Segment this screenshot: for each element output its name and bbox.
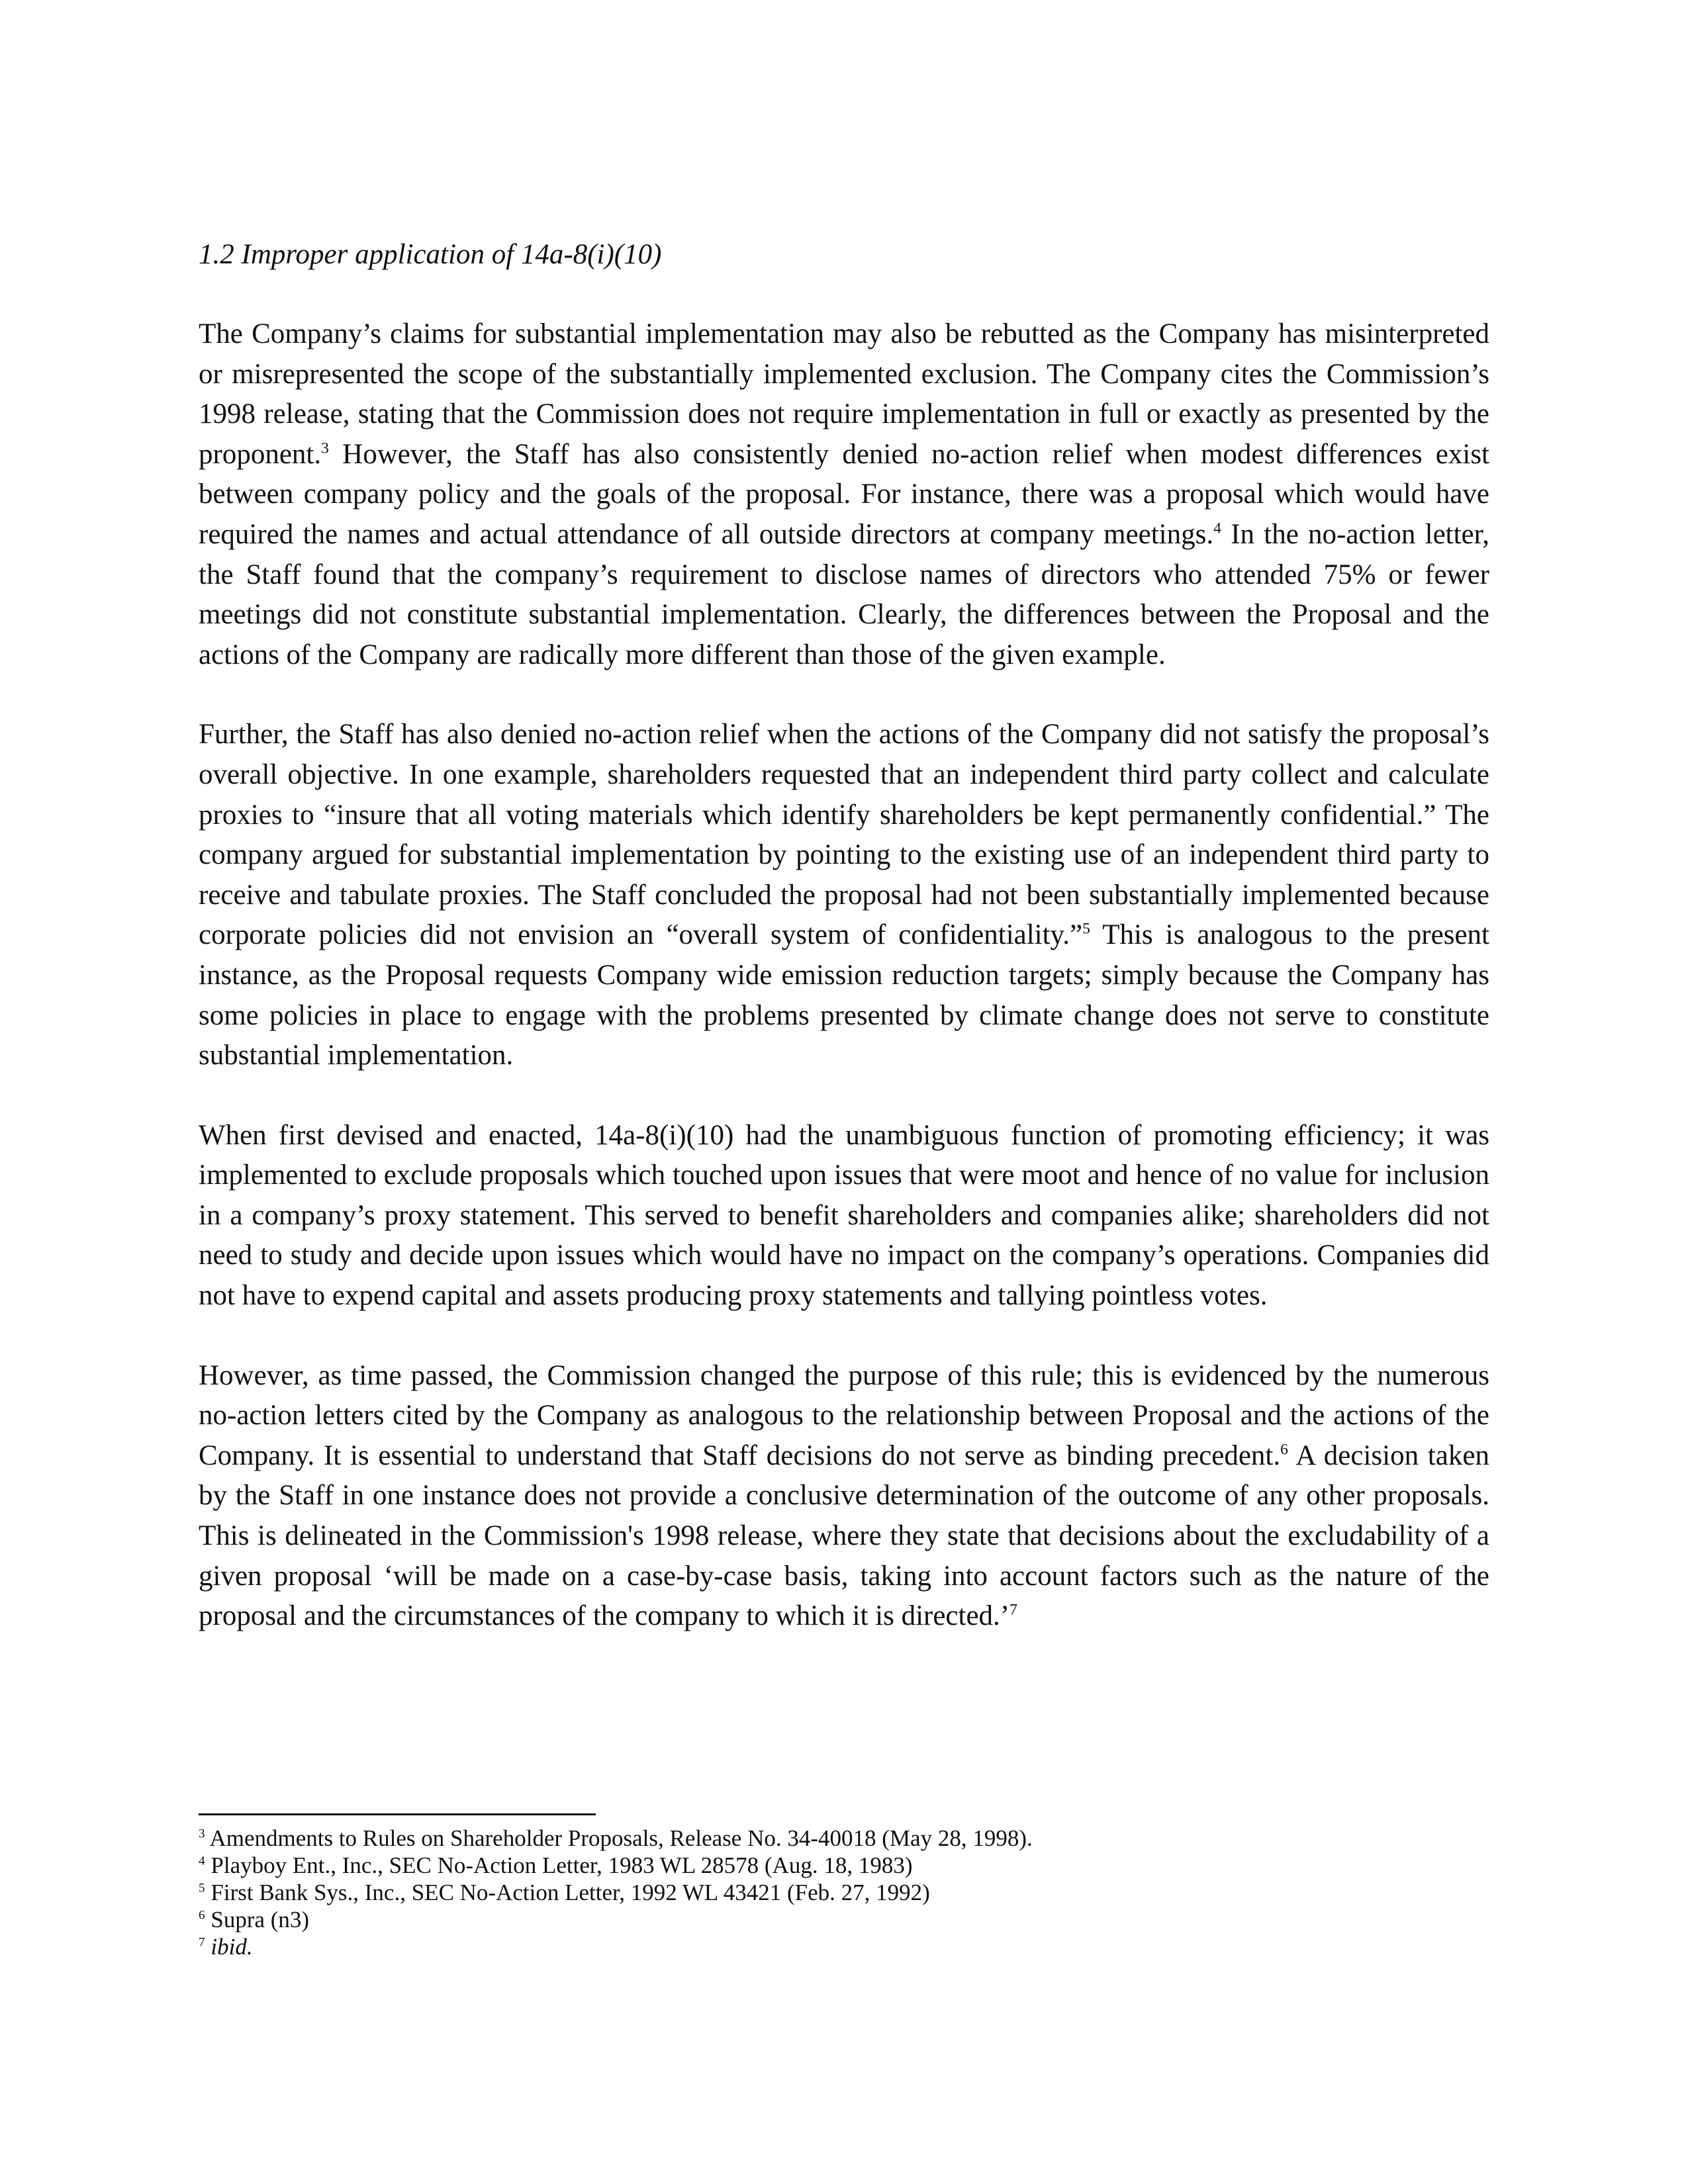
paragraph-text: A decision taken by the Staff in one instance does not provide a conclusive determination of the outcome of any other proposals. This is delineated in the Commission's 1998 release, where they state that decisions about the excludability of a given proposal ‘will be made on a case-by-case basis, taking into account factors such as the nature of the proposal and the circumstances of the company to which it is directed.’ xyxy=(199,1439,1489,1632)
footnote-number: 6 xyxy=(199,1908,205,1923)
body-paragraph xyxy=(199,715,1489,1075)
paragraph-text: Further, the Staff has also denied no-action relief when the actions of the Company did not satisfy the proposal’s overall objective. In one example, shareholders requested that an independent third party collect and calculate proxies to “insure that all voting materials which identify shareholders be kept permanently confidential.” The company argued for substantial implementation by pointing to the existing use of an independent third party to receive and tabulate proxies. The Staff concluded the proposal had not been substantially implemented because corporate policies did not envision an “overall system of confidentiality.” xyxy=(199,719,1489,951)
document-body xyxy=(199,235,1489,1676)
paragraph-text: This is analogous to the present instance, as the Proposal requests Company wide emission reduction targets; simply because the Company has some policies in place to engage with the problems presented by climate change does not serve to constitute substantial implementation. xyxy=(199,919,1489,1071)
footnote-text: ibid. xyxy=(205,1934,253,1960)
footnote-item xyxy=(199,1852,1489,1879)
footnote-list xyxy=(199,1825,1489,1960)
footnote-reference[interactable]: 7 xyxy=(1009,1601,1017,1619)
paragraph-text: The Company’s claims for substantial implementation may also be rebutted as the Company has misinterpreted or misrepresented the scope of the substantially implemented exclusion. The Company cites the Commission’s 1998 release, stating that the Commission does not require implementation in full or exactly as presented by the proponent. xyxy=(199,318,1489,470)
footnote-reference[interactable]: 5 xyxy=(1082,920,1090,938)
footnote-item xyxy=(199,1906,1489,1933)
section-heading: 1.2 Improper application of 14a-8(i)(10) xyxy=(199,239,662,270)
body-paragraph xyxy=(199,1356,1489,1637)
paragraph-text: However, as time passed, the Commission changed the purpose of this rule; this is evidenced by the numerous no-action letters cited by the Company as analogous to the relationship between Proposal and the actions of the Company. It is essential to understand that Staff decisions do not serve as binding precedent. xyxy=(199,1359,1489,1471)
paragraph-text: In the no-action letter, the Staff found that the company’s requirement to disclose names of directors who attended 75% or fewer meetings did not constitute substantial implementation. Clearly, the differences between the Proposal and the actions of the Company are radically more different than those of the given example. xyxy=(199,518,1489,670)
footnote-number: 3 xyxy=(199,1827,205,1841)
footnote-reference[interactable]: 4 xyxy=(1213,520,1221,537)
footnote-divider xyxy=(199,1813,596,1815)
footnote-item xyxy=(199,1825,1489,1852)
footnote-item xyxy=(199,1879,1489,1906)
footnote-text: Supra (n3) xyxy=(205,1907,310,1933)
footnote-reference[interactable]: 6 xyxy=(1280,1441,1288,1459)
footnote-reference[interactable]: 3 xyxy=(321,439,329,457)
footnote-text: Amendments to Rules on Shareholder Proposals, Release No. 34-40018 (May 28, 1998). xyxy=(205,1825,1033,1851)
footnote-text: First Bank Sys., Inc., SEC No-Action Letter, 1992 WL 43421 (Feb. 27, 1992) xyxy=(205,1880,930,1905)
footnote-item xyxy=(199,1933,1489,1960)
paragraph-text: However, the Staff has also consistently denied no-action relief when modest differences exist between company policy and the goals of the proposal. For instance, there was a proposal which would have required the names and actual attendance of all outside directors at company meetings. xyxy=(199,438,1489,550)
footnote-number: 5 xyxy=(199,1881,205,1895)
footnote-text: Playboy Ent., Inc., SEC No-Action Letter, 1983 WL 28578 (Aug. 18, 1983) xyxy=(205,1852,913,1878)
footnote-number: 7 xyxy=(199,1935,205,1950)
body-paragraph xyxy=(199,314,1489,675)
body-paragraph xyxy=(199,1116,1489,1316)
footnote-number: 4 xyxy=(199,1854,205,1868)
footnotes-section xyxy=(199,1813,1489,1960)
body-paragraphs xyxy=(199,314,1489,1637)
paragraph-text: When first devised and enacted, 14a-8(i)(10) had the unambiguous function of promoting efficiency; it was implemented to exclude proposals which touched upon issues that were moot and hence of no value for inclusion in a company’s proxy statement. This served to benefit shareholders and companies alike; shareholders did not need to study and decide upon issues which would have no impact on the company’s operations. Companies did not have to expend capital and assets producing proxy statements and tallying pointless votes. xyxy=(199,1119,1489,1312)
